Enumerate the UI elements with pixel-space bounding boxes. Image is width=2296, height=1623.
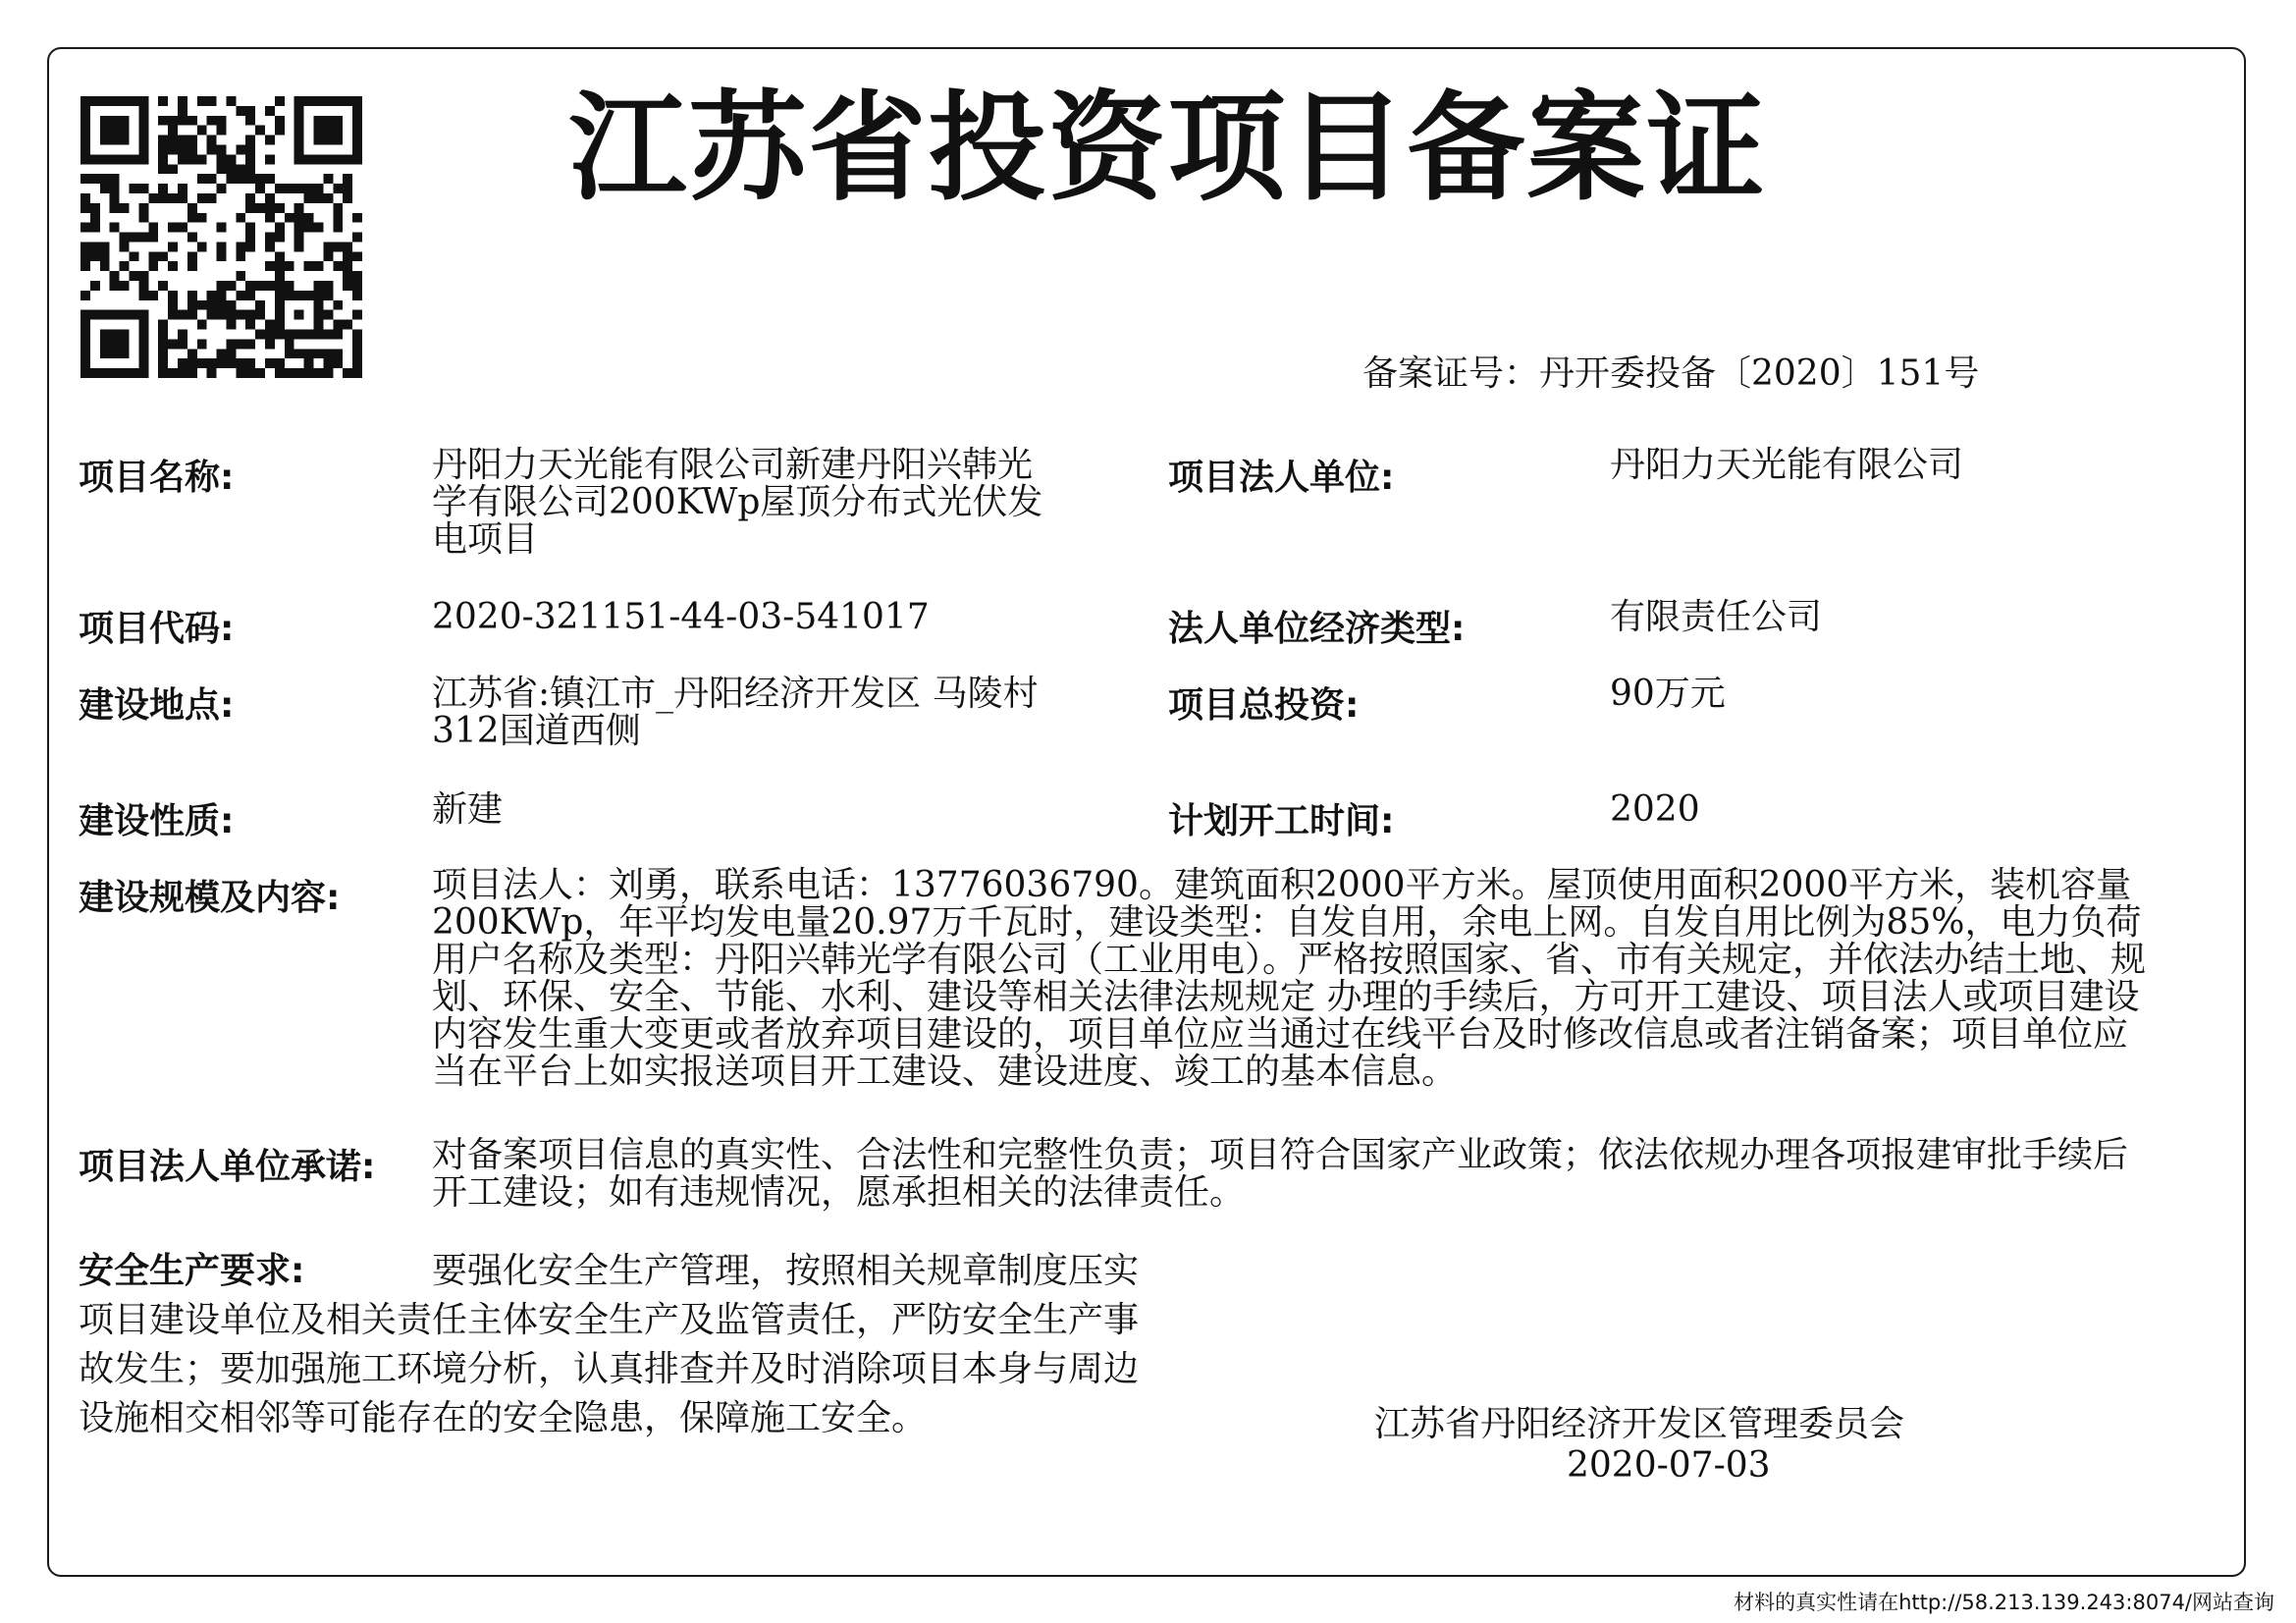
certificate-number: 备案证号：丹开委投备〔2020〕151号	[1362, 353, 1980, 394]
legal-entity-value: 丹阳力天光能有限公司	[1610, 445, 1964, 485]
total-investment-label: 项目总投资:	[1168, 685, 1360, 726]
total-investment-value: 90万元	[1610, 674, 1726, 714]
issue-date: 2020-07-03	[1567, 1445, 1771, 1486]
project-code-value: 2020-321151-44-03-541017	[432, 597, 930, 637]
project-name-value: 丹阳力天光能有限公司新建丹阳兴韩光学有限公司200KWp屋顶分布式光伏发电项目	[432, 445, 1043, 560]
location-label: 建设地点:	[79, 685, 235, 726]
nature-label: 建设性质:	[79, 801, 235, 841]
issuer-name: 江苏省丹阳经济开发区管理委员会	[1374, 1404, 1905, 1444]
scale-value: 项目法人：刘勇，联系电话：13776036790。建筑面积2000平方米。屋顶使用面积2000平方米，装机容量200KWp，年平均发电量20.97万千瓦时，建设类型：自发自用，余电上网。自发自用比例为85%，电力负荷用户名称及类型：丹阳兴韩光学有限公司（工业用电）。严格按照国家、省、市有关规定，并依法办结土地、规划、环保、安全、节能、水利、建设等相关法律法规规定 办理的手续后，方可开工建设、项目法人或项目建设内容发生重大变更或者放弃项目建设的，项目单位应当通过在线平台及时修改信息或者注销备案；项目单位应当在平台上如实报送项目开工建设、建设进度、竣工的基本信息。	[432, 865, 2147, 1092]
safety-value: 要强化安全生产管理，按照相关规章制度压实项目建设单位及相关责任主体安全生产及监管责任，严防安全生产事故发生；要加强施工环境分析，认真排查并及时消除项目本身与周边设施相交相邻等可能存在的安全隐患，保障施工安全。	[79, 1251, 1140, 1438]
document-title: 江苏省投资项目备案证	[568, 81, 1767, 217]
safety-label: 安全生产要求:	[79, 1251, 305, 1291]
scale-label: 建设规模及内容:	[79, 878, 341, 918]
commitment-label: 项目法人单位承诺:	[79, 1147, 376, 1187]
commitment-value: 对备案项目信息的真实性、合法性和完整性负责；项目符合国家产业政策；依法依规办理各项报建审批手续后开工建设；如有违规情况，愿承担相关的法律责任。	[432, 1135, 2129, 1213]
planned-start-value: 2020	[1610, 789, 1700, 830]
legal-entity-label: 项目法人单位:	[1168, 458, 1395, 498]
planned-start-label: 计划开工时间:	[1168, 801, 1395, 841]
project-name-label: 项目名称:	[79, 458, 235, 498]
verification-note: 材料的真实性请在http://58.213.139.243:8074/网站查询	[1734, 1591, 2274, 1614]
economic-type-label: 法人单位经济类型:	[1168, 609, 1466, 649]
nature-value: 新建	[432, 789, 504, 830]
location-value: 江苏省:镇江市_丹阳经济开发区 马陵村312国道西侧	[432, 674, 1039, 751]
project-code-label: 项目代码:	[79, 609, 235, 649]
economic-type-value: 有限责任公司	[1610, 597, 1823, 637]
